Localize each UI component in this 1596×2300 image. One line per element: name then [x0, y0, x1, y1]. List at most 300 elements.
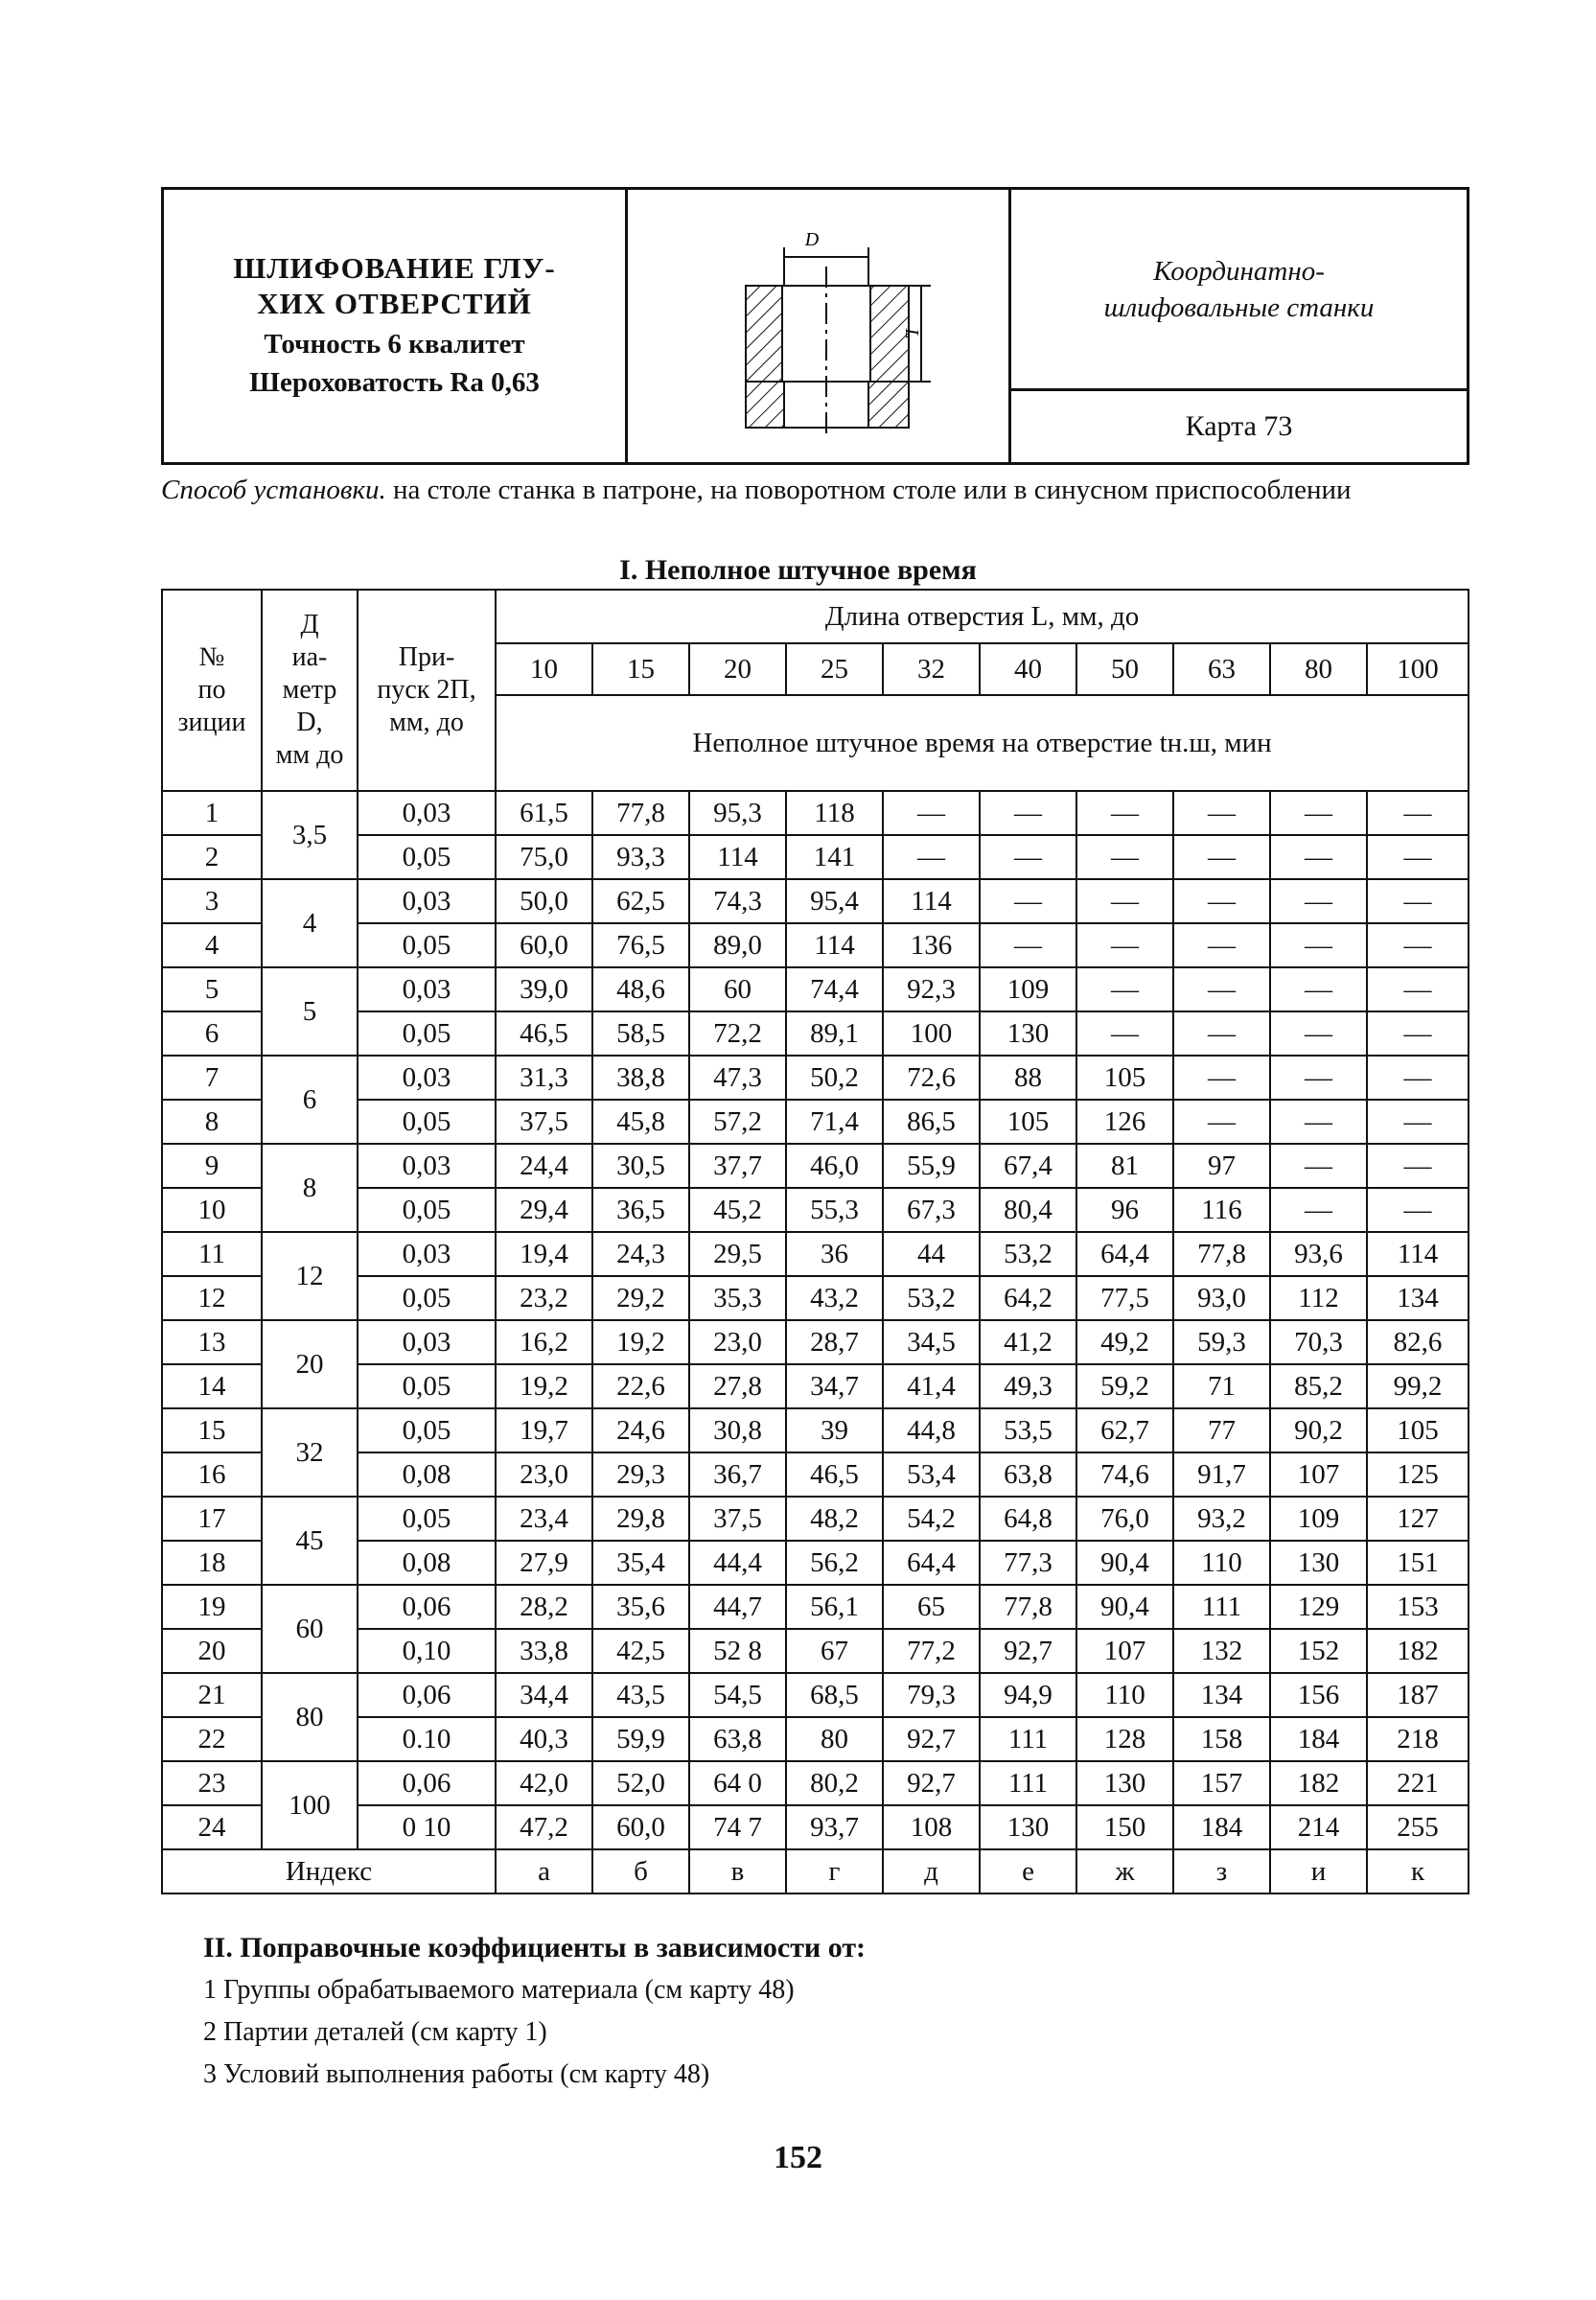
time-value-cell: 67,3	[883, 1188, 980, 1232]
time-value-cell: 116	[1173, 1188, 1270, 1232]
time-value-cell: 94,9	[980, 1673, 1076, 1717]
correction-factors-title: II. Поправочные коэффициенты в зависимости от:	[203, 1932, 867, 1963]
time-value-cell: 37,5	[689, 1497, 786, 1541]
time-value-cell: 90,4	[1076, 1585, 1173, 1629]
time-value-cell: —	[1076, 1011, 1173, 1056]
time-value-cell: 29,5	[689, 1232, 786, 1276]
time-value-cell: —	[1173, 835, 1270, 879]
time-value-cell: 36,7	[689, 1452, 786, 1497]
time-value-cell: 35,4	[592, 1541, 689, 1585]
time-value-cell: 43,2	[786, 1276, 883, 1320]
time-value-cell: 71,4	[786, 1100, 883, 1144]
time-value-cell: —	[1173, 1011, 1270, 1056]
allowance-cell: 0,03	[358, 1056, 496, 1100]
table-row	[162, 1056, 1469, 1100]
time-value-cell: 76,5	[592, 923, 689, 967]
time-value-cell: 53,5	[980, 1408, 1076, 1452]
table-row	[162, 1320, 1469, 1364]
position-cell: 21	[162, 1673, 262, 1717]
time-value-cell: —	[980, 791, 1076, 835]
time-value-cell: 72,6	[883, 1056, 980, 1100]
time-value-cell: 42,0	[496, 1761, 592, 1805]
header-time: Неполное штучное время на отверстие tн.ш, мин	[496, 695, 1469, 791]
time-value-cell: 70,3	[1270, 1320, 1367, 1364]
operation-title-block	[164, 190, 628, 462]
time-value-cell: 37,5	[496, 1100, 592, 1144]
time-value-cell: —	[1173, 791, 1270, 835]
time-value-cell: 28,7	[786, 1320, 883, 1364]
time-value-cell: —	[1173, 923, 1270, 967]
table-row	[162, 1452, 1469, 1497]
time-value-cell: 44,8	[883, 1408, 980, 1452]
time-value-cell: 37,7	[689, 1144, 786, 1188]
time-value-cell: 56,1	[786, 1585, 883, 1629]
time-value-cell: 127	[1367, 1497, 1469, 1541]
time-value-cell: 22,6	[592, 1364, 689, 1408]
diameter-cell: 100	[262, 1761, 358, 1849]
header-position: № по зиции	[162, 590, 262, 791]
time-value-cell: 46,5	[786, 1452, 883, 1497]
time-value-cell: 214	[1270, 1805, 1367, 1849]
time-value-cell: 77,5	[1076, 1276, 1173, 1320]
position-cell: 1	[162, 791, 262, 835]
time-value-cell: 59,3	[1173, 1320, 1270, 1364]
time-value-cell: —	[1076, 967, 1173, 1011]
time-value-cell: 221	[1367, 1761, 1469, 1805]
time-value-cell: 88	[980, 1056, 1076, 1100]
time-value-cell: 62,7	[1076, 1408, 1173, 1452]
time-value-cell: 100	[883, 1011, 980, 1056]
position-cell: 3	[162, 879, 262, 923]
time-value-cell: 132	[1173, 1629, 1270, 1673]
machine-type	[1011, 190, 1467, 391]
time-value-cell: 92,3	[883, 967, 980, 1011]
time-value-cell: 71	[1173, 1364, 1270, 1408]
index-letter-cell: к	[1367, 1849, 1469, 1893]
time-value-cell: 114	[786, 923, 883, 967]
time-value-cell: 74,4	[786, 967, 883, 1011]
index-letter-cell: а	[496, 1849, 592, 1893]
time-value-cell: 74 7	[689, 1805, 786, 1849]
length-header-cell: 40	[980, 643, 1076, 695]
position-cell: 18	[162, 1541, 262, 1585]
allowance-cell: 0,05	[358, 1100, 496, 1144]
time-value-cell: 44	[883, 1232, 980, 1276]
time-value-cell: 50,2	[786, 1056, 883, 1100]
time-value-cell: 82,6	[1367, 1320, 1469, 1364]
time-value-cell: 23,2	[496, 1276, 592, 1320]
position-cell: 16	[162, 1452, 262, 1497]
time-value-cell: —	[1270, 967, 1367, 1011]
time-value-cell: 19,2	[592, 1320, 689, 1364]
allowance-cell: 0,08	[358, 1452, 496, 1497]
roughness-text: Шероховатость Ra 0,63	[249, 367, 540, 398]
time-value-cell: 55,3	[786, 1188, 883, 1232]
correction-item: 2 Партии деталей (см карту 1)	[203, 2017, 547, 2047]
time-value-cell: 43,5	[592, 1673, 689, 1717]
length-header-cell: 15	[592, 643, 689, 695]
time-value-cell: 27,8	[689, 1364, 786, 1408]
time-value-cell: 64,4	[883, 1541, 980, 1585]
time-value-cell: 34,4	[496, 1673, 592, 1717]
time-value-cell: 93,6	[1270, 1232, 1367, 1276]
time-value-cell: 136	[883, 923, 980, 967]
diameter-cell: 80	[262, 1673, 358, 1761]
time-value-cell: 39	[786, 1408, 883, 1452]
time-value-cell: 187	[1367, 1673, 1469, 1717]
time-value-cell: 24,6	[592, 1408, 689, 1452]
card-header	[161, 187, 1469, 465]
time-value-cell: 64,8	[980, 1497, 1076, 1541]
position-cell: 13	[162, 1320, 262, 1364]
time-value-cell: 93,7	[786, 1805, 883, 1849]
diameter-cell: 32	[262, 1408, 358, 1497]
time-value-cell: 89,0	[689, 923, 786, 967]
time-value-cell: 19,4	[496, 1232, 592, 1276]
time-value-cell: 50,0	[496, 879, 592, 923]
time-value-cell: 46,0	[786, 1144, 883, 1188]
table-row	[162, 879, 1469, 923]
index-letter-cell: д	[883, 1849, 980, 1893]
time-value-cell: 111	[1173, 1585, 1270, 1629]
time-value-cell: 79,3	[883, 1673, 980, 1717]
left-wall-section	[746, 286, 782, 382]
time-value-cell: 54,5	[689, 1673, 786, 1717]
time-value-cell: 72,2	[689, 1011, 786, 1056]
time-value-cell: 53,2	[980, 1232, 1076, 1276]
time-value-cell: —	[1270, 879, 1367, 923]
time-value-cell: —	[1270, 1188, 1367, 1232]
index-letter-cell: е	[980, 1849, 1076, 1893]
time-value-cell: 77,8	[980, 1585, 1076, 1629]
time-value-cell: 65	[883, 1585, 980, 1629]
time-value-cell: 64,4	[1076, 1232, 1173, 1276]
position-cell: 8	[162, 1100, 262, 1144]
time-value-cell: 151	[1367, 1541, 1469, 1585]
position-cell: 15	[162, 1408, 262, 1452]
time-value-cell: 114	[1367, 1232, 1469, 1276]
time-value-cell: 218	[1367, 1717, 1469, 1761]
card-number: Карта 73	[1185, 410, 1293, 442]
time-value-cell: 53,4	[883, 1452, 980, 1497]
time-value-cell: 114	[689, 835, 786, 879]
time-value-cell: 64 0	[689, 1761, 786, 1805]
machine-card-block	[1011, 190, 1467, 462]
allowance-cell: 0,10	[358, 1629, 496, 1673]
time-value-cell: —	[1173, 1100, 1270, 1144]
allowance-cell: 0,05	[358, 835, 496, 879]
time-value-cell: 110	[1076, 1673, 1173, 1717]
time-value-cell: 40,3	[496, 1717, 592, 1761]
time-value-cell: —	[1173, 879, 1270, 923]
table-row	[162, 1011, 1469, 1056]
length-header-cell: 80	[1270, 643, 1367, 695]
time-value-cell: 109	[1270, 1497, 1367, 1541]
time-value-cell: 59,2	[1076, 1364, 1173, 1408]
table-row	[162, 1629, 1469, 1673]
install-method-label: Способ установки.	[161, 475, 386, 505]
allowance-cell: 0,05	[358, 923, 496, 967]
length-header-cell: 32	[883, 643, 980, 695]
time-value-cell: 95,3	[689, 791, 786, 835]
diameter-cell: 4	[262, 879, 358, 967]
allowance-cell: 0,06	[358, 1673, 496, 1717]
position-cell: 9	[162, 1144, 262, 1188]
time-value-cell: 35,3	[689, 1276, 786, 1320]
table-row	[162, 1717, 1469, 1761]
position-cell: 5	[162, 967, 262, 1011]
time-value-cell: 36,5	[592, 1188, 689, 1232]
table-row	[162, 923, 1469, 967]
time-value-cell: 95,4	[786, 879, 883, 923]
time-value-cell: 52 8	[689, 1629, 786, 1673]
time-value-cell: 111	[980, 1761, 1076, 1805]
time-value-cell: 130	[980, 1805, 1076, 1849]
time-value-cell: 77,8	[592, 791, 689, 835]
time-value-cell: 67,4	[980, 1144, 1076, 1188]
time-value-cell: —	[1367, 1056, 1469, 1100]
allowance-cell: 0,05	[358, 1011, 496, 1056]
time-value-cell: 60,0	[592, 1805, 689, 1849]
page-number: 152	[774, 2140, 822, 2175]
time-value-cell: 45,8	[592, 1100, 689, 1144]
time-value-cell: 111	[980, 1717, 1076, 1761]
time-value-cell: 91,7	[1173, 1452, 1270, 1497]
time-value-cell: 24,3	[592, 1232, 689, 1276]
time-value-cell: 92,7	[883, 1761, 980, 1805]
time-value-cell: 114	[883, 879, 980, 923]
index-label: Индекс	[162, 1849, 496, 1893]
time-value-cell: —	[1367, 1011, 1469, 1056]
time-value-cell: —	[883, 791, 980, 835]
diameter-cell: 20	[262, 1320, 358, 1408]
position-cell: 6	[162, 1011, 262, 1056]
index-letter-cell: ж	[1076, 1849, 1173, 1893]
time-value-cell: —	[1270, 791, 1367, 835]
time-value-cell: 74,3	[689, 879, 786, 923]
operation-title-line2: ХИХ ОТВЕРСТИЙ	[257, 287, 532, 320]
time-value-cell: 153	[1367, 1585, 1469, 1629]
time-value-cell: 90,4	[1076, 1541, 1173, 1585]
time-value-cell: 23,0	[689, 1320, 786, 1364]
time-value-cell: —	[1076, 879, 1173, 923]
allowance-cell: 0,03	[358, 791, 496, 835]
time-value-cell: 96	[1076, 1188, 1173, 1232]
install-method	[161, 472, 1469, 508]
table-row	[162, 1276, 1469, 1320]
allowance-cell: 0,05	[358, 1408, 496, 1452]
operation-title-line1: ШЛИФОВАНИЕ ГЛУ-	[233, 251, 556, 285]
time-value-cell: 85,2	[1270, 1364, 1367, 1408]
time-value-cell: —	[1367, 967, 1469, 1011]
time-value-cell: 19,2	[496, 1364, 592, 1408]
time-value-cell: —	[1270, 923, 1367, 967]
allowance-cell: 0,03	[358, 1320, 496, 1364]
time-value-cell: —	[1076, 791, 1173, 835]
time-value-cell: 150	[1076, 1805, 1173, 1849]
install-method-text: на столе станка в патроне, на поворотном столе или в синусном приспособлении	[393, 475, 1352, 505]
time-table	[161, 589, 1469, 1894]
time-value-cell: 77,2	[883, 1629, 980, 1673]
blind-hole-drawing	[628, 190, 1006, 462]
time-value-cell: 45,2	[689, 1188, 786, 1232]
diameter-cell: 5	[262, 967, 358, 1056]
correction-factors	[203, 1927, 866, 2096]
time-value-cell: 86,5	[883, 1100, 980, 1144]
table-row	[162, 1541, 1469, 1585]
blind-hole-sketch	[628, 190, 1011, 462]
time-value-cell: 89,1	[786, 1011, 883, 1056]
time-value-cell: —	[1367, 923, 1469, 967]
time-value-cell: —	[1367, 835, 1469, 879]
time-value-cell: 158	[1173, 1717, 1270, 1761]
time-value-cell: —	[1367, 1100, 1469, 1144]
time-value-cell: 130	[1270, 1541, 1367, 1585]
time-value-cell: 57,2	[689, 1100, 786, 1144]
time-value-cell: 49,2	[1076, 1320, 1173, 1364]
allowance-cell: 0,03	[358, 1144, 496, 1188]
time-value-cell: 60,0	[496, 923, 592, 967]
time-value-cell: 156	[1270, 1673, 1367, 1717]
time-value-cell: 157	[1173, 1761, 1270, 1805]
index-letter-cell: в	[689, 1849, 786, 1893]
position-cell: 19	[162, 1585, 262, 1629]
time-value-cell: 152	[1270, 1629, 1367, 1673]
time-value-cell: 75,0	[496, 835, 592, 879]
diameter-cell: 6	[262, 1056, 358, 1144]
time-value-cell: 81	[1076, 1144, 1173, 1188]
time-value-cell: 92,7	[980, 1629, 1076, 1673]
time-value-cell: 80	[786, 1717, 883, 1761]
time-value-cell: 108	[883, 1805, 980, 1849]
machine-type-line1: Координатно-	[1153, 255, 1325, 287]
index-letter-cell: з	[1173, 1849, 1270, 1893]
time-value-cell: 110	[1173, 1541, 1270, 1585]
time-value-cell: 46,5	[496, 1011, 592, 1056]
table-row	[162, 1805, 1469, 1849]
time-value-cell: 55,9	[883, 1144, 980, 1188]
time-value-cell: —	[1367, 1144, 1469, 1188]
time-value-cell: 128	[1076, 1717, 1173, 1761]
time-value-cell: —	[1173, 1056, 1270, 1100]
allowance-cell: 0,03	[358, 879, 496, 923]
table-row	[162, 1673, 1469, 1717]
time-value-cell: 107	[1270, 1452, 1367, 1497]
time-value-cell: —	[1270, 1011, 1367, 1056]
section1-title: I. Неполное штучное время	[619, 554, 977, 586]
time-value-cell: 38,8	[592, 1056, 689, 1100]
time-value-cell: 60	[689, 967, 786, 1011]
table-row	[162, 1188, 1469, 1232]
time-value-cell: 30,5	[592, 1144, 689, 1188]
correction-item: 1 Группы обрабатываемого материала (см карту 48)	[203, 1975, 795, 2005]
time-value-cell: —	[1367, 879, 1469, 923]
time-value-cell: 141	[786, 835, 883, 879]
diameter-cell: 3,5	[262, 791, 358, 879]
time-value-cell: 118	[786, 791, 883, 835]
time-value-cell: 23,0	[496, 1452, 592, 1497]
time-value-cell: 35,6	[592, 1585, 689, 1629]
time-value-cell: 64,2	[980, 1276, 1076, 1320]
accuracy-text: Точность 6 квалитет	[264, 329, 525, 360]
allowance-cell: 0 10	[358, 1805, 496, 1849]
time-value-cell: 58,5	[592, 1011, 689, 1056]
position-cell: 20	[162, 1629, 262, 1673]
time-value-cell: 56,2	[786, 1541, 883, 1585]
time-value-cell: 68,5	[786, 1673, 883, 1717]
time-value-cell: 105	[1076, 1056, 1173, 1100]
time-value-cell: 77,8	[1173, 1232, 1270, 1276]
table-body	[162, 791, 1469, 1893]
time-value-cell: 48,6	[592, 967, 689, 1011]
position-cell: 10	[162, 1188, 262, 1232]
time-value-cell: 63,8	[980, 1452, 1076, 1497]
position-cell: 23	[162, 1761, 262, 1805]
position-cell: 14	[162, 1364, 262, 1408]
position-cell: 24	[162, 1805, 262, 1849]
time-value-cell: 92,7	[883, 1717, 980, 1761]
position-cell: 12	[162, 1276, 262, 1320]
time-value-cell: 80,4	[980, 1188, 1076, 1232]
allowance-cell: 0,06	[358, 1761, 496, 1805]
time-value-cell: 97	[1173, 1144, 1270, 1188]
time-value-cell: 109	[980, 967, 1076, 1011]
time-value-cell: 134	[1367, 1276, 1469, 1320]
allowance-cell: 0,08	[358, 1541, 496, 1585]
allowance-cell: 0,06	[358, 1585, 496, 1629]
position-cell: 7	[162, 1056, 262, 1100]
diameter-cell: 12	[262, 1232, 358, 1320]
table-row	[162, 1761, 1469, 1805]
time-value-cell: 112	[1270, 1276, 1367, 1320]
time-value-cell: 90,2	[1270, 1408, 1367, 1452]
time-value-cell: 36	[786, 1232, 883, 1276]
table-row	[162, 1497, 1469, 1541]
diameter-cell: 60	[262, 1585, 358, 1673]
table-row	[162, 967, 1469, 1011]
time-value-cell: 49,3	[980, 1364, 1076, 1408]
diameter-cell: 8	[262, 1144, 358, 1232]
time-value-cell: 59,9	[592, 1717, 689, 1761]
time-value-cell: 74,6	[1076, 1452, 1173, 1497]
position-cell: 11	[162, 1232, 262, 1276]
time-value-cell: 77	[1173, 1408, 1270, 1452]
time-value-cell: 24,4	[496, 1144, 592, 1188]
time-value-cell: 255	[1367, 1805, 1469, 1849]
time-value-cell: 125	[1367, 1452, 1469, 1497]
time-value-cell: —	[980, 835, 1076, 879]
time-value-cell: 63,8	[689, 1717, 786, 1761]
time-value-cell: —	[1173, 967, 1270, 1011]
allowance-cell: 0,03	[358, 967, 496, 1011]
time-value-cell: 30,8	[689, 1408, 786, 1452]
length-header-cell: 20	[689, 643, 786, 695]
allowance-cell: 0,05	[358, 1276, 496, 1320]
time-value-cell: —	[980, 923, 1076, 967]
position-cell: 2	[162, 835, 262, 879]
table-row	[162, 1585, 1469, 1629]
time-value-cell: 47,2	[496, 1805, 592, 1849]
time-value-cell: 80,2	[786, 1761, 883, 1805]
time-value-cell: 34,7	[786, 1364, 883, 1408]
time-value-cell: —	[883, 835, 980, 879]
header-allowance: При- пуск 2П, мм, до	[358, 590, 496, 791]
time-value-cell: 184	[1270, 1717, 1367, 1761]
allowance-cell: 0,03	[358, 1232, 496, 1276]
header-diameter: Д иа- метр D, мм до	[262, 590, 358, 791]
position-cell: 22	[162, 1717, 262, 1761]
time-value-cell: 93,0	[1173, 1276, 1270, 1320]
